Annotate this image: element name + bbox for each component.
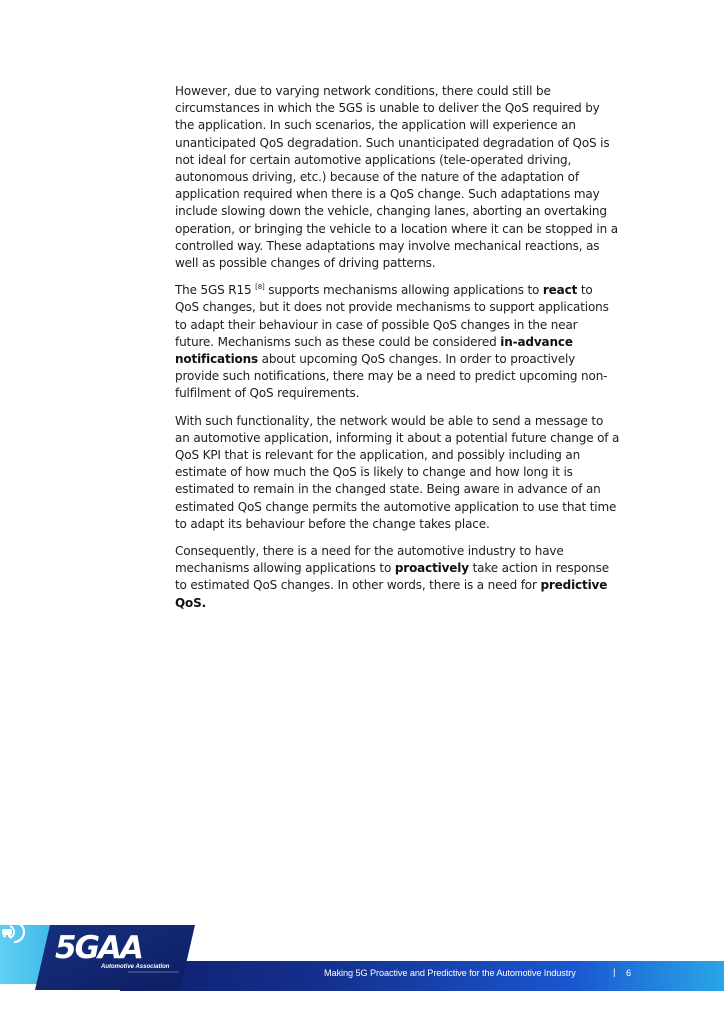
paragraph-3-text: With such functionality, the network would be able to send a message to an automotive application, informing it about a potential future change of a QoS KPI that is relevant for the application, and possibly including an estimate of how much the QoS is likely to change and how long it is estimated to remain in the changed state. Being aware in advance of an estimated QoS change permits the automotive application to use that time to adapt its behaviour before the change takes place. <box>175 413 620 531</box>
paragraph-2-text: The 5GS R15 <box>175 283 256 298</box>
paragraph-1 <box>175 83 620 272</box>
emphasis-proactively: proactively <box>394 561 469 576</box>
logo-subtitle: Automotive Association <box>101 964 170 970</box>
car-signal-icon <box>0 920 28 944</box>
footer-document-title: Making 5G Proactive and Predictive for the Automotive Industry <box>324 968 576 978</box>
paragraph-2-text: to QoS changes, but it does not provide mechanisms to support applications to adapt their behaviour in case of possible QoS changes in the near future. Mechanisms such as these could be considered <box>175 283 609 349</box>
paragraph-4 <box>175 543 620 612</box>
paragraph-2-text: supports mechanisms allowing applications to <box>264 283 543 298</box>
reference-marker: [8] <box>255 283 265 292</box>
paragraph-4-text: take action in response to estimated QoS changes. In other words, there is a need for <box>175 561 609 593</box>
footer-separator: | <box>613 967 616 978</box>
emphasis-react: react <box>542 283 578 298</box>
main-text <box>175 83 620 622</box>
paragraph-1-text: However, due to varying network conditions, there could still be circumstances in which the 5GS is unable to deliver the QoS required by the application. In such scenarios, the application will experience an unanticipated QoS degradation. Such unanticipated degradation of QoS is not ideal for certain automotive applications (tele-operated driving, autonomous driving, etc.) because of the nature of the adaptation of application required when there is a QoS change. Such adaptations may include slowing down the vehicle, changing lanes, aborting an overtaking operation, or bringing the vehicle to a location where it can be stopped in a controlled way. These adaptations may involve mechanical reactions, as well as possible changes of driving patterns. <box>175 84 618 271</box>
paragraph-2-text: about upcoming QoS changes. In order to proactively provide such notifications, there may be a need to predict upcoming non-fulfilment of QoS requirements. <box>175 352 608 401</box>
logo-wordmark: 5GAA <box>55 930 142 966</box>
emphasis-predictive-qos: predictive QoS. <box>175 578 608 610</box>
emphasis-in-advance-notifications: in-advance notifications <box>175 334 573 367</box>
paragraph-3 <box>175 413 620 533</box>
page-number: 6 <box>626 968 632 978</box>
paragraph-2 <box>175 282 620 402</box>
paragraph-4-text: Consequently, there is a need for the automotive industry to have mechanisms allowing applications to <box>175 544 564 576</box>
